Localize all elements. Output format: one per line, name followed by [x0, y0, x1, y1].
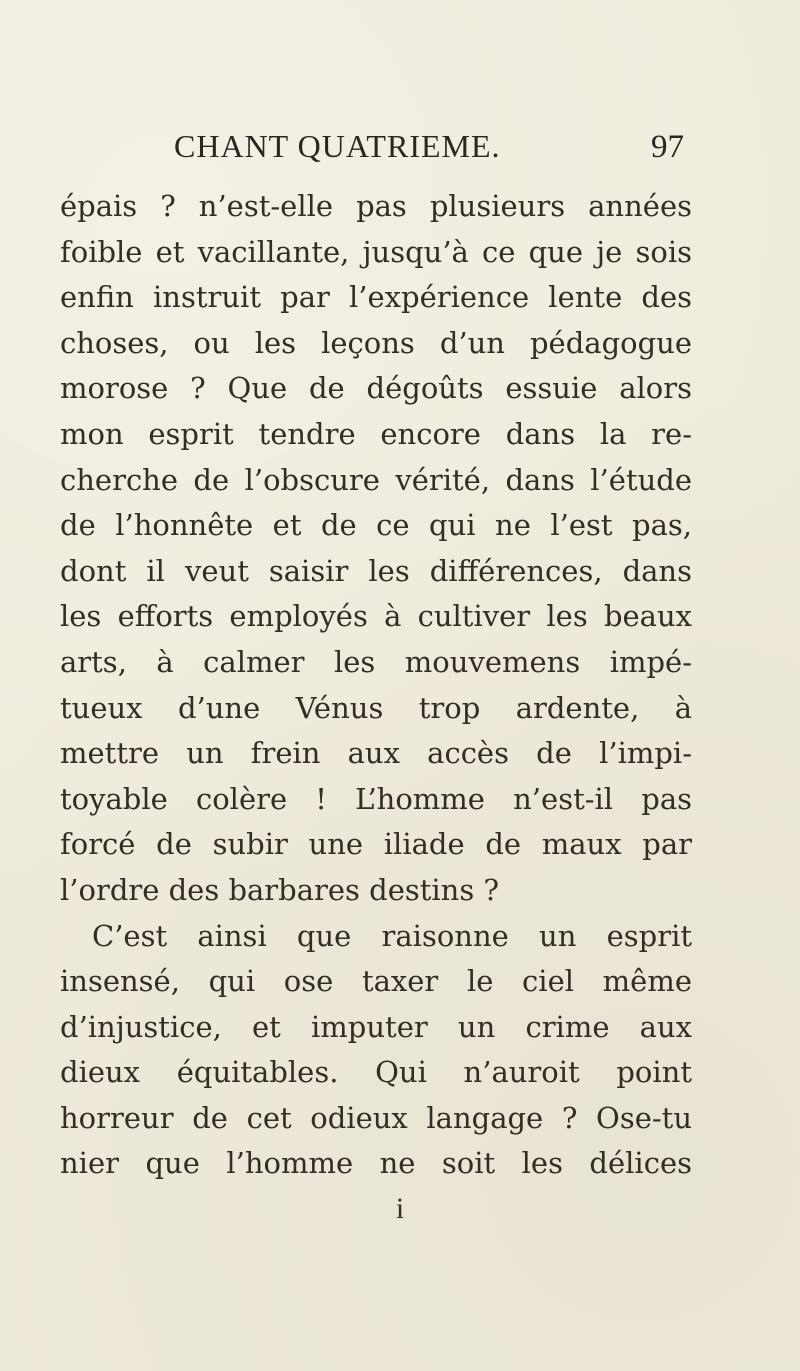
text-line: l’ordre des barbares destins ?: [60, 872, 500, 907]
text-line: insensé, qui ose taxer le ciel même: [60, 964, 692, 999]
running-head: [174, 128, 684, 174]
text-line: morose ? Que de dégoûts essuie alors: [60, 371, 692, 406]
text-line: dieux équitables. Qui n’auroit point: [60, 1055, 692, 1090]
text-line: C’est ainsi que raisonne un esprit: [92, 918, 692, 953]
page-number: 97: [651, 129, 684, 165]
text-line: les efforts employés à cultiver les beaux: [60, 599, 692, 634]
text-line: nier que l’homme ne soit les délices: [60, 1146, 692, 1181]
text-line: tueux d’une Vénus trop ardente, à: [60, 690, 692, 725]
text-line: mon esprit tendre encore dans la re-: [60, 416, 692, 451]
text-line: épais ? n’est-elle pas plusieurs années: [60, 189, 692, 223]
text-line: foible et vacillante, jusqu’à ce que je sois: [60, 234, 692, 269]
text-line: forcé de subir une iliade de maux par: [60, 827, 692, 862]
text-line: de l’honnête et de ce qui ne l’est pas,: [60, 508, 692, 543]
text-line: d’injustice, et imputer un crime aux: [60, 1009, 692, 1044]
text-line: enfin instruit par l’expérience lente des: [60, 280, 692, 315]
text-line: dont il veut saisir les différences, dans: [60, 553, 692, 588]
text-line: arts, à calmer les mouvemens impé-: [60, 644, 692, 679]
body-text: [60, 184, 692, 1187]
text-line: cherche de l’obscure vérité, dans l’étude: [60, 462, 692, 497]
signature-mark: i: [395, 1192, 405, 1225]
text-line: choses, ou les leçons d’un pédagogue: [60, 325, 692, 360]
text-line: toyable colère ! L’homme n’est-il pas: [60, 781, 692, 816]
text-line: horreur de cet odieux langage ? Ose-tu: [60, 1100, 692, 1135]
text-line: mettre un frein aux accès de l’impi-: [60, 736, 692, 771]
chapter-title: CHANT QUATRIEME.: [174, 128, 501, 164]
